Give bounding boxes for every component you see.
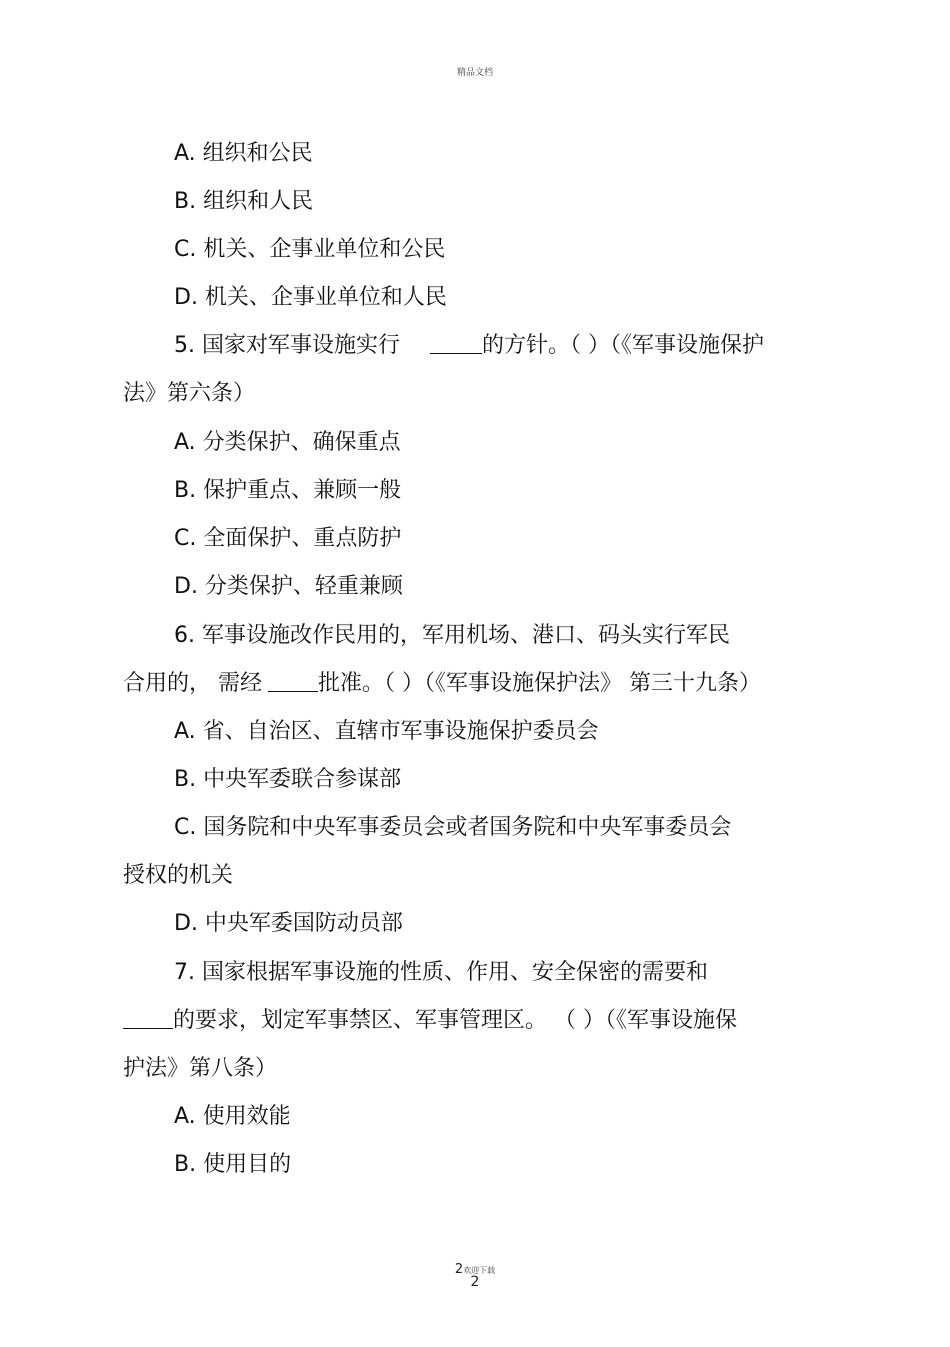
- footer-page-number: 2: [454, 1262, 464, 1277]
- q4-option-c: C. 机关、企事业单位和公民: [174, 237, 446, 262]
- q6-option-b: B. 中央军委联合参谋部: [174, 767, 402, 792]
- q7-option-a: A. 使用效能: [174, 1104, 291, 1129]
- q6-option-c-line-2: 授权的机关: [123, 863, 234, 888]
- q7-blank: [123, 1006, 173, 1029]
- q6-stem-text-a: 合用的， 需经: [123, 671, 262, 696]
- q5-stem-text-a: 5. 国家对军事设施实行: [174, 333, 400, 358]
- footer-download-text: 欢迎下载: [463, 1266, 496, 1275]
- q4-option-d: D. 机关、企事业单位和人民: [174, 285, 447, 310]
- q6-stem-text-b: 批准。（ ）（《军事设施保护法》 第三十九条）: [318, 671, 761, 696]
- q7-stem-line-1: 7. 国家根据军事设施的性质、作用、安全保密的需要和: [174, 960, 708, 985]
- q6-option-d: D. 中央军委国防动员部: [174, 911, 403, 936]
- q6-option-a: A. 省、自治区、直辖市军事设施保护委员会: [174, 719, 599, 744]
- q6-option-c-line-1: C. 国务院和中央军事委员会或者国务院和中央军事委员会: [174, 815, 732, 840]
- q6-stem-line-2: [123, 669, 761, 699]
- q5-option-c: C. 全面保护、重点防护: [174, 526, 402, 551]
- q7-stem-line-2: [123, 1006, 737, 1036]
- q6-stem-line-1: 6. 军事设施改作民用的，军用机场、港口、码头实行军民: [174, 623, 730, 648]
- q4-option-b: B. 组织和人民: [174, 189, 314, 214]
- footer-page-number-2: 2: [470, 1274, 480, 1290]
- q6-blank: [268, 669, 318, 692]
- q7-stem-line-3: 护法》第八条）: [123, 1056, 278, 1081]
- page-header: 精品文档: [456, 68, 493, 78]
- q5-stem-line-1: [174, 331, 764, 361]
- q7-stem-text: 的要求，划定军事禁区、军事管理区。 （ ）（《军事设施保: [173, 1008, 737, 1033]
- q5-option-d: D. 分类保护、轻重兼顾: [174, 574, 403, 599]
- q5-option-a: A. 分类保护、确保重点: [174, 430, 401, 455]
- q5-blank: [430, 331, 482, 354]
- q4-option-a: A. 组织和公民: [174, 141, 313, 166]
- q5-stem-line-2: 法》第六条）: [123, 381, 256, 406]
- q7-option-b: B. 使用目的: [174, 1152, 292, 1177]
- q5-stem-text-b: 的方针。（ ）（《军事设施保护: [481, 333, 764, 358]
- q5-option-b: B. 保护重点、兼顾一般: [174, 478, 402, 503]
